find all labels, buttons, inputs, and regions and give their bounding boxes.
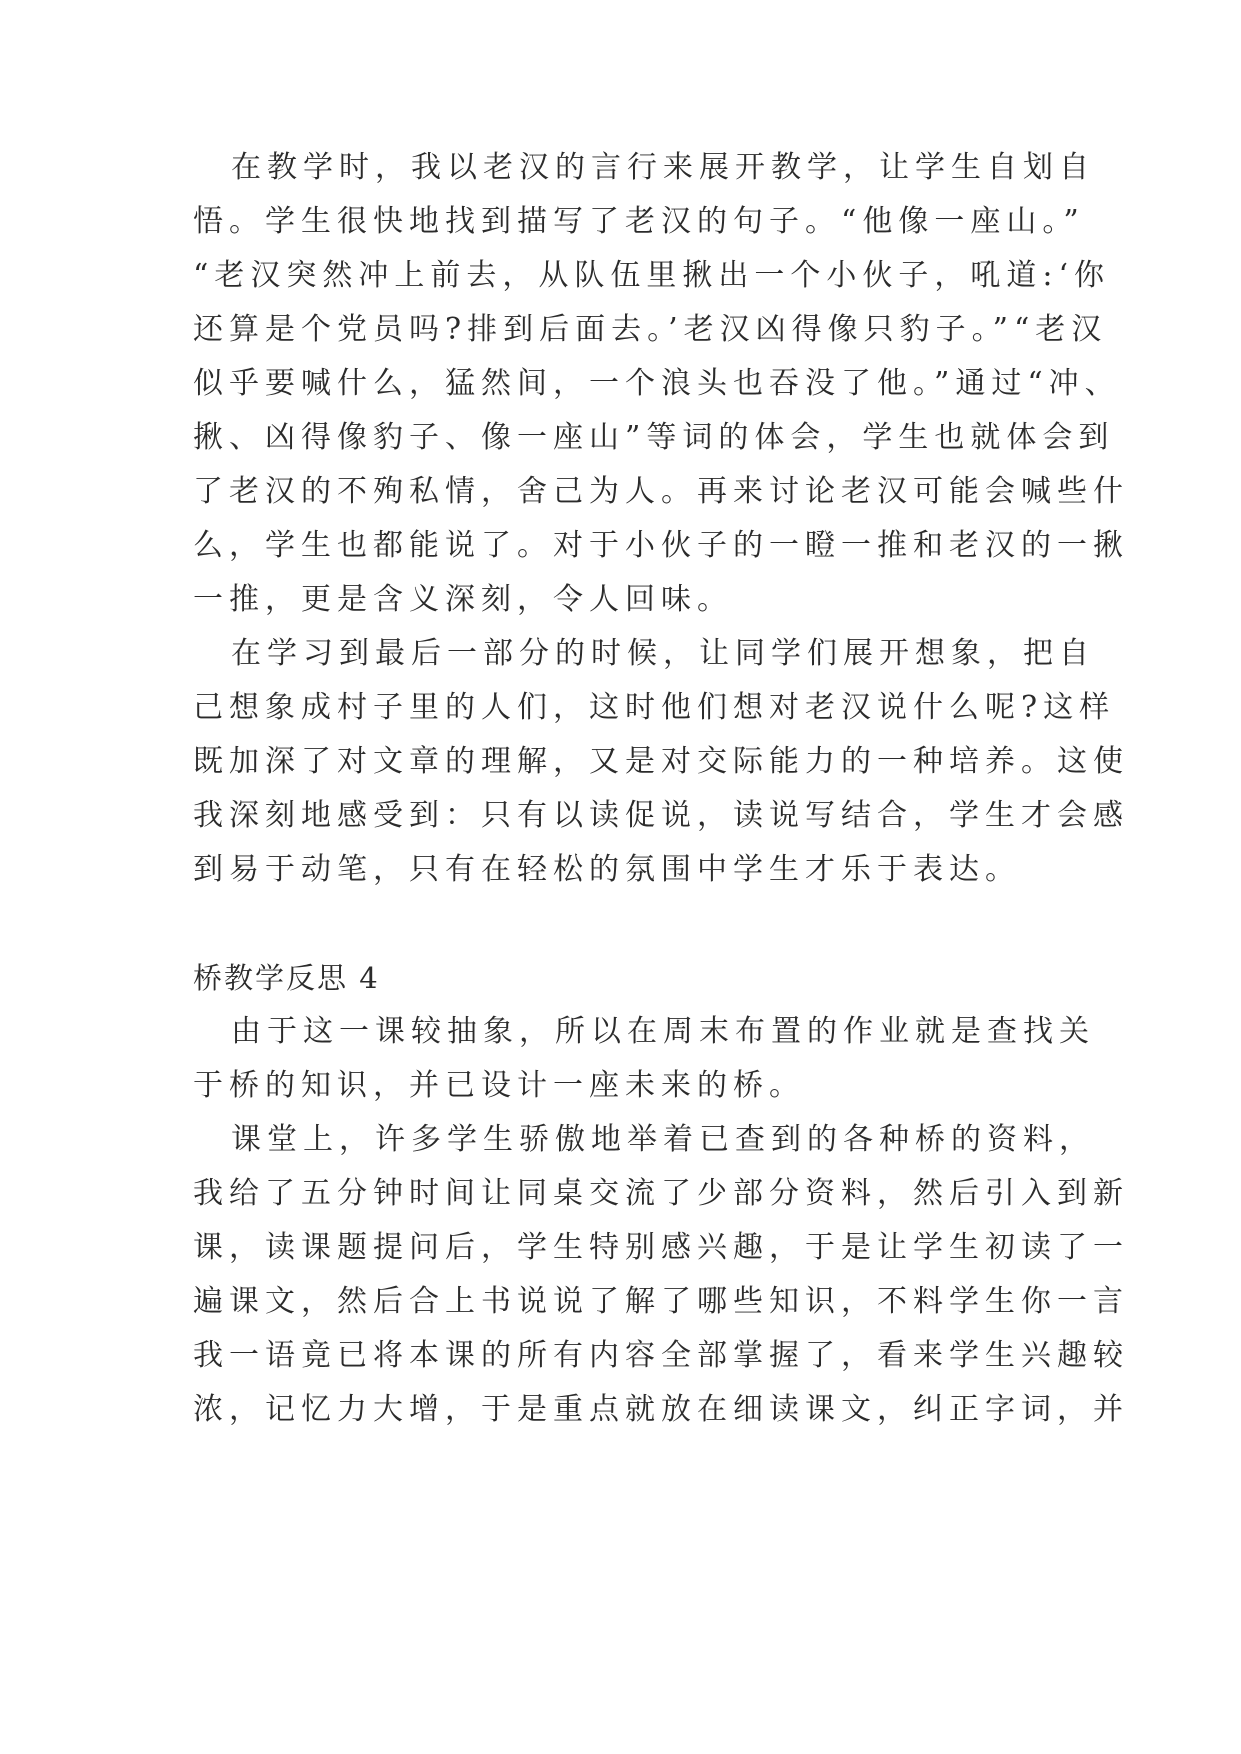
text-line: 课，读课题提问后，学生特别感兴趣，于是让学生初读了一 [193,1230,1129,1265]
text-line: 么，学生也都能说了。对于小伙子的一瞪一推和老汉的一揪 [193,528,1129,563]
text-line: 揪、凶得像豹子、像一座山”等词的体会，学生也就体会到 [193,420,1115,455]
text-line: 到易于动笔，只有在轻松的氛围中学生才乐于表达。 [193,852,1021,887]
text-line: 浓，记忆力大增，于是重点就放在细读课文，纠正字词，并 [193,1392,1129,1427]
text-line: 悟。学生很快地找到描写了老汉的句子。“他像一座山。” [193,204,1085,239]
section-heading: 桥教学反思 4 [193,961,380,995]
text-line: 己想象成村子里的人们，这时他们想对老汉说什么呢?这样 [193,690,1116,725]
text-line: 似乎要喊什么，猛然间，一个浪头也吞没了他。”通过“冲、 [193,366,1121,401]
text-line: 由于这一课较抽象，所以在周末布置的作业就是查找关 [231,1014,1095,1049]
text-line: 一推，更是含义深刻，令人回味。 [193,582,733,617]
text-line: 于桥的知识，并已设计一座未来的桥。 [193,1068,805,1103]
text-line: 还算是个党员吗?排到后面去。’老汉凶得像只豹子。”“老汉 [193,312,1108,347]
text-line: 遍课文，然后合上书说说了解了哪些知识，不料学生你一言 [193,1284,1129,1319]
text-line: 既加深了对文章的理解，又是对交际能力的一种培养。这使 [193,744,1129,779]
text-line: 在教学时，我以老汉的言行来展开教学，让学生自划自 [231,150,1095,185]
text-line: 我给了五分钟时间让同桌交流了少部分资料，然后引入到新 [193,1176,1129,1211]
text-line: 课堂上，许多学生骄傲地举着已查到的各种桥的资料， [231,1122,1095,1157]
text-line: 我一语竟已将本课的所有内容全部掌握了，看来学生兴趣较 [193,1338,1129,1373]
text-line: 我深刻地感受到：只有以读促说，读说写结合，学生才会感 [193,798,1129,833]
text-line: “老汉突然冲上前去，从队伍里揪出一个小伙子，吼道:‘你 [193,258,1110,293]
text-line: 了老汉的不殉私情，舍己为人。再来讨论老汉可能会喊些什 [193,474,1129,509]
text-line: 在学习到最后一部分的时候，让同学们展开想象，把自 [231,636,1095,671]
